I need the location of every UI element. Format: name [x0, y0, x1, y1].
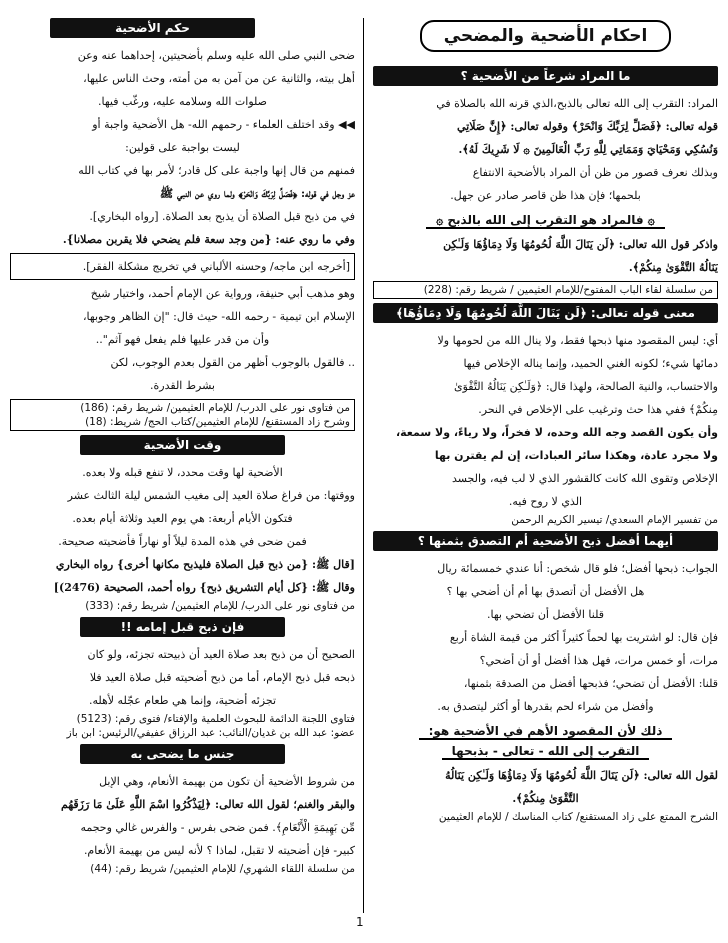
source-citation: من سلسلة لقاء الباب المفتوح/للإمام العثيمين / شريط رقم: (228) — [373, 281, 718, 299]
paragraph-line: قلنا: الأفضل أن تضحي؛ فذبحها أفضل من الصدقة بثمنها، — [463, 677, 718, 690]
column-divider — [363, 18, 364, 913]
paragraph-line: وبذلك نعرف قصور من ظن أن المراد بالأضحية الانتفاع — [472, 166, 718, 179]
paragraph-line: وأن يكون القصد وجه الله وحده، لا فخراً، ولا رياءً، ولا سمعة، — [395, 426, 718, 439]
paragraph-line: [قال ﷺ: {من ذبح قبل الصلاة فليذبح مكانها أخرى} رواه البخاري — [55, 558, 355, 571]
section-banner-ruling: حكم الأضحية — [50, 18, 255, 38]
source-citation — [10, 399, 355, 431]
section-banner-which-better: أيهما أفضل ذبح الأضحية أم التصدق بثمنها ؟ — [373, 531, 718, 551]
paragraph-line: عز وجل في قوله: ﴿فَصَلِّ لِرَبِّكَ وَانْحَرْ﴾ ولما روي عن النبي ﷺ — [159, 187, 355, 200]
paragraph-line: فإن قال: لو اشتريت بها لحماً كثيراً أكثر من قيمة الشاة أربع — [449, 631, 718, 644]
source-line: وشرح زاد المستقنع/ للإمام العثيمين/كتاب الحج/ شريط: (18) — [85, 416, 350, 428]
paragraph-line: تجزئه أضحية، وإنما هي طعام عجّله لأهله. — [88, 694, 277, 707]
source-line: من فتاوى نور على الدرب/ للإمام العثيمين/ شريط رقم: (186) — [80, 402, 350, 414]
source-line: عضو: عبد الله بن غديان/النائب: عبد الرزاق عفيفي/الرئيس: ابن باز — [66, 727, 355, 739]
paragraph-line: الصحيح أن من ذبح بعد صلاة العيد أن ذبيحته تجزئه، ولو كان — [87, 648, 355, 661]
paragraph-line: وفي ما روي عنه: {من وجد سعة فلم يضحي فلا يقربن مصلانا}. — [62, 233, 355, 246]
paragraph-line: صلوات الله وسلامه عليه، ورغّب فيها. — [97, 95, 268, 108]
source-citation: من تفسير الإمام السعدي/ تيسير الكريم الرحمن — [511, 514, 718, 526]
paragraph-line: قوله تعالى: ﴿فَصَلِّ لِرَبِّكَ وَانْحَرْ﴾ وقوله تعالى: ﴿إِنَّ صَلَاتِي — [456, 120, 718, 133]
main-title-frame — [373, 20, 718, 52]
paragraph-line: ◀◀ وقد اختلف العلماء - رحمهم الله- هل الأضحية واجبة أو — [92, 118, 355, 131]
section-banner-time: وقت الأضحية — [80, 435, 285, 455]
highlight-heading-purpose-2: التقرب إلى الله - تعالى - بذبحها — [373, 744, 718, 758]
page-number: 1 — [356, 915, 364, 929]
right-column — [373, 14, 718, 929]
paragraph-line: الجواب: ذبحها أفضل؛ فلو قال شخص: أنا عندي خمسمائة ريال — [437, 562, 718, 575]
paragraph-line: مرات، أو خمس مرات، فهل هذا أفضل أو أن أضحي؟ — [479, 654, 718, 667]
paragraph-line: .. فالقول بالوجوب أظهر من القول بعدم الوجوب، لكن — [110, 356, 355, 369]
paragraph-line: التَّقْوَىٰ مِنكُمْ﴾. — [512, 792, 579, 805]
paragraph-line: ضحى النبي صلى الله عليه وسلم بأضحيتين، إحداهما عنه وعن — [77, 49, 355, 62]
paragraph-line: بلحمها؛ فإن هذا ظن قاصر صادر عن جهل. — [450, 189, 641, 202]
highlight-heading-purpose: ذلك لأن المقصود الأهم في الأضحية هو: — [373, 724, 718, 738]
paragraph-line: لقول الله تعالى: ﴿لَن يَنَالَ اللَّهَ لُحُومُهَا وَلَا دِمَاؤُهَا وَلَـٰكِن يَنَالُهُ — [445, 769, 718, 782]
paragraph-line: مِّن بَهِيمَةِ الْأَنْعَامِ﴾. فمن ضحى بفرس - والفرس غالي وحجمه — [80, 821, 355, 834]
paragraph-line: وأفضل من شراء لحم بقدرها أو أكثر ليتصدق به. — [437, 700, 654, 713]
paragraph-line: الأضحية لها وقت محدد، لا تنفع قبله ولا بعده. — [82, 466, 283, 479]
section-banner-kind: جنس ما يضحى به — [80, 744, 285, 764]
source-line: فتاوى اللجنة الدائمة للبحوث العلمية والإفتاء/ فتوى رقم: (5123) — [76, 713, 355, 725]
paragraph-line: المراد: التقرب إلى الله تعالى بالذبح،الذي قرنه الله بالصلاة في — [436, 97, 718, 110]
source-citation: من فتاوى نور على الدرب/ للإمام العثيمين/ شريط رقم: (333) — [85, 600, 355, 612]
paragraph-line: والاحتساب، والنية الصالحة، ولهذا قال: ﴿وَلَـٰكِن يَنَالُهُ التَّقْوَىٰ — [454, 380, 718, 393]
source-citation: من سلسلة اللقاء الشهري/ للإمام العثيمين/ شريط رقم: (44) — [90, 863, 355, 875]
paragraph-line: أهل بيته، والثانية عن من آمن به من أمته، وحث الناس عليها، — [83, 72, 355, 85]
paragraph-line: قلنا الأفضل أن تضحي بها. — [487, 608, 604, 621]
paragraph-line: والبقر والغنم؛ لقول الله تعالى: ﴿لِيَذْكُرُوا اسْمَ اللَّهِ عَلَىٰ مَا رَزَقَهُم — [61, 798, 355, 811]
section-banner-verse-meaning: معنى قوله تعالى: ﴿لَن يَنَالَ اللَّهَ لُحُومُهَا وَلَا دِمَاؤُهَا﴾ — [373, 303, 718, 323]
left-column — [10, 14, 355, 929]
source-citation: الشرح الممتع على زاد المستقنع/ كتاب المناسك / للإمام العثيمين — [438, 811, 718, 823]
paragraph-line: أي: ليس المقصود منها ذبحها فقط، ولا ينال الله من لحومها ولا — [437, 334, 718, 347]
page-title: احكام الأضحية والمضحي — [420, 20, 672, 52]
highlight-heading-qurba: ۞ فالمراد هو التقرب إلى الله بالذبح ۞ — [373, 213, 718, 227]
paragraph-line: مِنكُمْ﴾ ففي هذا حث وترغيب على الإخلاص في النحر. — [478, 403, 718, 416]
paragraph-line: من شروط الأضحية أن تكون من بهيمة الأنعام، وهي الإبل — [99, 775, 355, 788]
paragraph-line: ووقتها: من فراغ صلاة العيد إلى مغيب الشمس ليلة الثالث عشر — [67, 489, 355, 502]
paragraph-line: الذي لا روح فيه. — [508, 495, 583, 508]
paragraph-line: واذكر قول الله تعالى: ﴿لَن يَنَالَ اللَّهَ لُحُومُهَا وَلَا دِمَاؤُهَا وَلَـٰكِن — [443, 238, 718, 251]
paragraph-line: كبير- فإن أضحيته لا تقبل، لماذا ؟ لأنه ليس من بهيمة الأنعام. — [83, 844, 355, 857]
paragraph-line: دمائها شيء؛ لكونه الغني الحميد، وإنما يناله الإخلاص فيها — [463, 357, 718, 370]
paragraph-line: [أخرجه ابن ماجه/ وحسنه الألباني في تخريج مشكلة الفقر]. — [10, 253, 355, 280]
paragraph-line: هل الأفضل أن أتصدق بها أم أن أضحي بها ؟ — [446, 585, 645, 598]
paragraph-line: ذبحه قبل ذبح الإمام، أما من ذبح أضحيته قبل صلاة العيد فلا — [89, 671, 355, 684]
paragraph-line: بشرط القدرة. — [150, 379, 215, 392]
paragraph-line: يَنَالُهُ التَّقْوَىٰ مِنكُمْ﴾. — [628, 261, 718, 274]
paragraph-line: ليست بواجبة على قولين: — [125, 141, 240, 154]
paragraph-line: الإخلاص وتقوى الله كانت كالقشور الذي لا لب فيه، والجسد — [451, 472, 718, 485]
section-banner-meaning: ما المراد شرعاً من الأضحية ؟ — [373, 66, 718, 86]
paragraph-line: الإسلام ابن تيمية - رحمه الله- حيث قال: "إن الظاهر وجوبها، — [83, 310, 355, 323]
paragraph-line: فتكون الأيام أربعة: هي يوم العيد وثلاثة أيام بعده. — [72, 512, 293, 525]
section-banner-before-imam: فإن ذبح قبل إمامه !! — [80, 617, 285, 637]
paragraph-line: وقال ﷺ: {كل أيام التشريق ذبح} رواه أحمد، الصحيحة (2476)] — [53, 581, 355, 594]
paragraph-line: وهو مذهب أبي حنيفة، ورواية عن الإمام أحمد، واختيار شيخ — [90, 287, 355, 300]
source-citation — [10, 712, 355, 740]
paragraph-line: فمن ضحى في هذه المدة ليلاً أو نهاراً فأضحيته صحيحة. — [58, 535, 307, 548]
paragraph-line: فمنهم من قال إنها واجبة على كل قادر؛ لأمر بها في كتاب الله — [78, 164, 355, 177]
paragraph-line: في من ذبح قبل الصلاة أن يذبح بعد الصلاة. [رواه البخاري]. — [89, 210, 355, 223]
paragraph-line: ولا مجرد عادة، وهكذا سائر العبادات، إن لم يقترن بها — [434, 449, 718, 462]
paragraph-line: وَنُسُكِي وَمَحْيَايَ وَمَمَاتِي لِلَّهِ رَبِّ الْعَالَمِينَ ۞ لَا شَرِيكَ لَهُ﴾. — [458, 143, 718, 156]
paragraph-line: وأن من قدر عليها فلم يفعل فهو آثم".. — [95, 333, 270, 346]
